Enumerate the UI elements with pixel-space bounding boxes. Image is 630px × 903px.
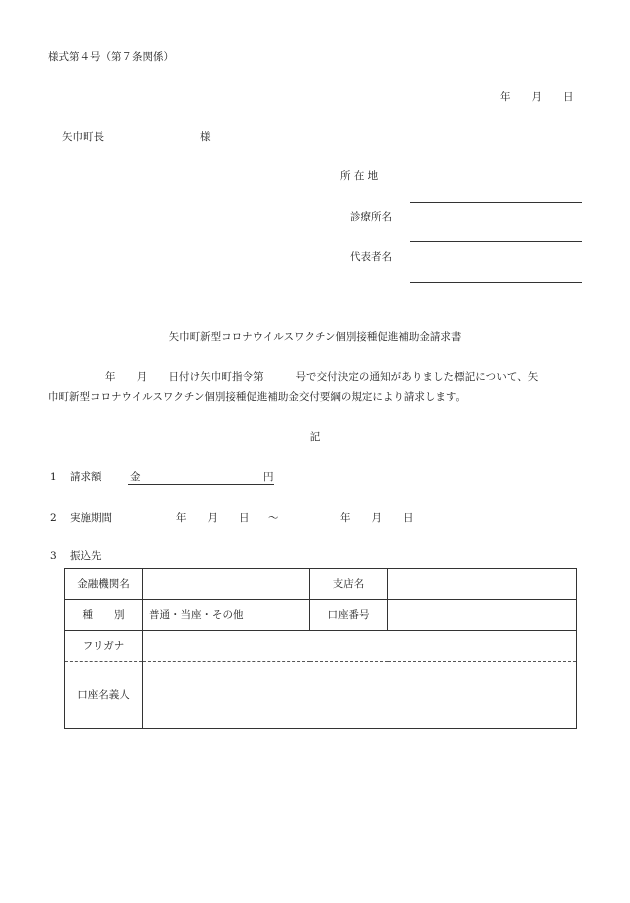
addressee-title: 矢巾町長 [62,131,104,143]
account-holder-label: 口座名義人 [65,662,143,729]
form-number: 様式第４号（第７条関係） [48,51,174,63]
period-separator: ～ [268,512,279,524]
bank-info-table [64,568,577,729]
address-label: 所 在 地 [340,170,379,182]
item2-number: 2 [50,512,57,524]
branch-label: 支店名 [310,569,388,600]
account-number-label: 口座番号 [310,600,388,631]
document-title: 矢巾町新型コロナウイルスワクチン個別接種促進補助金請求書 [168,331,462,343]
clinic-line [410,241,582,242]
ki-mark: 記 [309,431,321,443]
representative-line [410,282,582,283]
furigana-field[interactable] [143,631,577,662]
item3-label: 振込先 [70,550,102,562]
body-line-2: 巾町新型コロナウイルスワクチン個別接種促進補助金交付要綱の規定により請求します。 [48,391,467,403]
date-line: 年 月 日 [500,91,574,103]
item1-prefix: 金 [130,471,141,483]
address-line [410,202,582,203]
body-line-1: 年 月 日付け矢巾町指令第 号で交付決定の通知がありました標記について、矢 [105,371,539,383]
account-holder-field[interactable] [143,662,577,729]
account-type-label: 種 別 [65,600,143,631]
account-type-value: 普通・当座・その他 [143,600,310,631]
item1-number: 1 [50,471,57,483]
addressee-honorific: 様 [200,131,211,143]
period-start: 年 月 日 [176,512,250,524]
item2-label: 実施期間 [70,512,112,524]
account-number-field[interactable] [388,600,577,631]
period-end: 年 月 日 [340,512,414,524]
item1-label: 請求額 [70,471,102,483]
furigana-label: フリガナ [65,631,143,662]
item1-suffix: 円 [263,471,274,483]
item3-number: 3 [50,550,57,562]
amount-underline [128,484,274,485]
clinic-label: 診療所名 [350,211,392,223]
bank-name-label: 金融機関名 [65,569,143,600]
bank-name-field[interactable] [143,569,310,600]
branch-field[interactable] [388,569,577,600]
representative-label: 代表者名 [350,251,392,263]
